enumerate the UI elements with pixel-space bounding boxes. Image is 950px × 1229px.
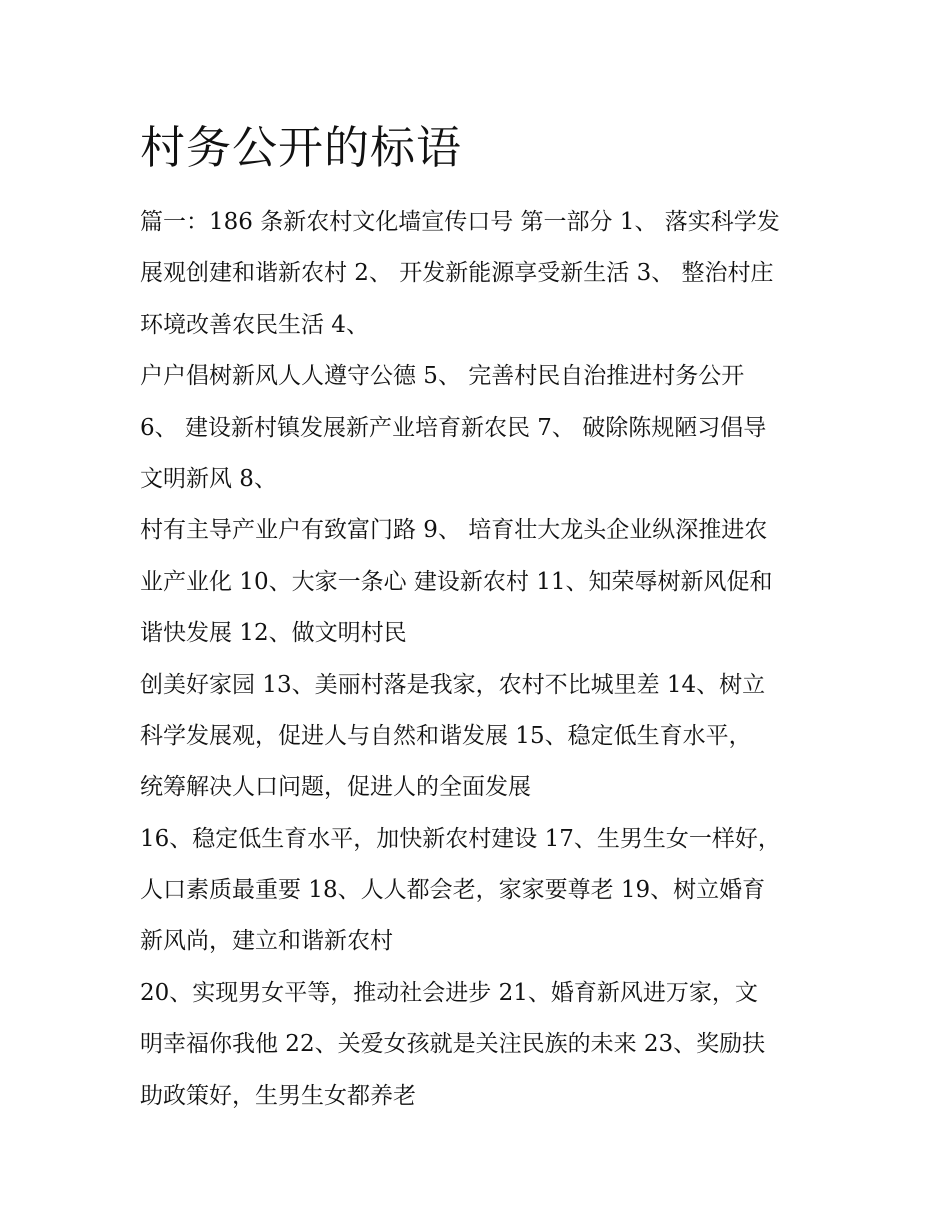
- document-title: 村务公开的标语: [140, 121, 463, 174]
- body-line: 篇一：186 条新农村文化墙宣传口号 第一部分 1、 落实科学发: [140, 209, 780, 235]
- body-line: 统筹解决人口问题，促进人的全面发展: [140, 774, 531, 801]
- body-line: 展观创建和谐新农村 2、 开发新能源享受新生活 3、 整治村庄: [140, 260, 774, 287]
- body-line: 创美好家园 13、美丽村落是我家，农村不比城里差 14、树立: [140, 671, 766, 698]
- body-line: 科学发展观，促进人与自然和谐发展 15、稳定低生育水平，: [140, 722, 752, 749]
- body-line: 明幸福你我他 22、关爱女孩就是关注民族的未来 23、奖励扶: [140, 1031, 766, 1058]
- body-line: 村有主导产业户有致富门路 9、 培育壮大龙头企业纵深推进农: [140, 517, 768, 544]
- body-line: 人口素质最重要 18、人人都会老，家家要尊老 19、树立婚育: [140, 877, 766, 904]
- body-line: 助政策好，生男生女都养老: [140, 1082, 416, 1109]
- body-line: 环境改善农民生活 4、: [140, 311, 369, 338]
- body-line: 新风尚，建立和谐新农村: [140, 928, 393, 955]
- body-line: 文明新风 8、: [140, 465, 277, 492]
- body-line: 谐快发展 12、做文明村民: [140, 620, 407, 647]
- body-line: 6、 建设新村镇发展新产业培育新农民 7、 破除陈规陋习倡导: [140, 414, 767, 441]
- document-body: [140, 197, 830, 1122]
- body-line: 业产业化 10、大家一条心 建设新农村 11、知荣辱树新风促和: [140, 568, 773, 595]
- body-line: 20、实现男女平等，推动社会进步 21、婚育新风进万家，文: [140, 979, 758, 1006]
- body-line: 16、稳定低生育水平，加快新农村建设 17、生男生女一样好，: [140, 825, 781, 852]
- body-line: 户户倡树新风人人遵守公德 5、 完善村民自治推进村务公开: [140, 363, 745, 390]
